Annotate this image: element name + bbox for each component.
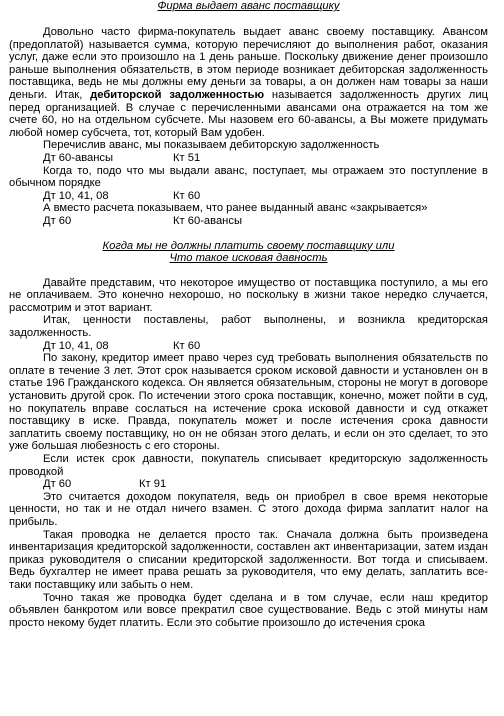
debit: Дт 60 bbox=[43, 478, 72, 491]
paragraph: Такая проводка не делается просто так. Сначала должна быть произведена инвентаризация кредиторской задолженности, составлен акт инвентаризации, затем издан приказ руководителя о списании кредиторской задолженности. Вот тогда и списываем. Ведь бухгалтер не имеет права решать за руководителя, что ему делать, заплатить все-таки поставщику или забыть о нем. bbox=[9, 528, 488, 591]
posting-entry bbox=[9, 152, 488, 165]
page-title: Фирма выдает аванс поставщику bbox=[157, 0, 340, 12]
posting-entry bbox=[9, 340, 488, 353]
debit: Дт 60-авансы bbox=[43, 151, 114, 164]
debit: Дт 60 bbox=[43, 214, 72, 227]
paragraph: А вместо расчета показываем, что ранее выданный аванс «закрывается» bbox=[43, 202, 428, 215]
credit: Кт 51 bbox=[173, 151, 201, 164]
credit: Кт 60 bbox=[173, 189, 201, 202]
bold-term: дебиторской задолженностью bbox=[90, 88, 265, 101]
paragraph: Если истек срок давности, покупатель списывает кредиторскую задолженность проводкой bbox=[9, 453, 488, 478]
paragraph: Это считается доходом покупателя, ведь он приобрел в свое время некоторые ценности, но так и не отдал ничего взамен. С этого дохода фирма заплатит налог на прибыль. bbox=[9, 490, 488, 528]
paragraph-advance-definition bbox=[9, 26, 488, 139]
paragraph: Перечислив аванс, мы показываем дебиторскую задолженность bbox=[43, 139, 380, 152]
posting-entry bbox=[9, 190, 488, 203]
paragraph: Итак, ценности поставлены, работ выполнены, и возникла кредиторская задолженность. bbox=[9, 314, 488, 340]
credit: Кт 60-авансы bbox=[173, 214, 242, 227]
posting-entry bbox=[9, 215, 488, 228]
section-subtitle: Что такое исковая давность bbox=[169, 252, 328, 265]
debit: Дт 10, 41, 08 bbox=[43, 339, 109, 352]
paragraph: Когда то, подо что мы выдали аванс, поступает, мы отражаем это поступление в обычном порядке bbox=[9, 164, 488, 190]
credit: Кт 60 bbox=[173, 339, 201, 352]
credit: Кт 91 bbox=[139, 478, 167, 491]
paragraph-text: называется задолженность других лиц перед организацией. В случае с перечисленными авансами она отражается на том же счете 60, но на отдельном субсчете. Мы назовем его 60-авансы, а Вы можете придумать любой номер субсчета, тот, который Вам удобен. bbox=[9, 88, 488, 139]
posting-entry bbox=[9, 478, 488, 491]
paragraph: Точно такая же проводка будет сделана и в том случае, если наш кредитор объявлен банкротом или вовсе прекратил свое существование. Ведь с этой минуты нам просто некому будет платить. Если это событие произошло до истечения срока bbox=[9, 591, 488, 629]
section-title: Когда мы не должны платить своему поставщику или bbox=[102, 239, 395, 252]
debit: Дт 10, 41, 08 bbox=[43, 189, 109, 202]
paragraph-text: Довольно часто фирма-покупатель выдает аванс своему поставщику. Авансом (предоплатой) называется сумма, которую перечисляют до выполнения работ, оказания услуг, даже если это произошло на 1 день раньше. Поскольку движение денег произошло раньше выполнения обязательств, в этом периоде возникает дебиторская задолженность поставщика, ведь не мы должны ему деньги за товары, а он должен нам товары за наши деньги. Итак, bbox=[9, 26, 488, 101]
paragraph: По закону, кредитор имеет право через суд требовать выполнения обязательств по оплате в течение 3 лет. Этот срок называется сроком исковой давности и установлен он в статье 196 Гражданского кодекса. Он является обязательным, стороны не могут в договоре установить другой срок. По истечении этого срока поставщик, конечно, может пойти в суд, но покупатель вправе сослаться на истечение срока исковой давности и суд откажет поставщику в иске. Правда, покупатель может и после истечения срока давности заплатить своему поставщику, но он не обязан этого делать, и если он это сделает, то это уже большая любезность с его стороны. bbox=[9, 352, 488, 453]
paragraph: Давайте представим, что некоторое имущество от поставщика поступило, а мы его не оплачиваем. Это конечно нехорошо, но поскольку в жизни такое нередко случается, рассмотрим и этот вариант. bbox=[9, 276, 488, 314]
